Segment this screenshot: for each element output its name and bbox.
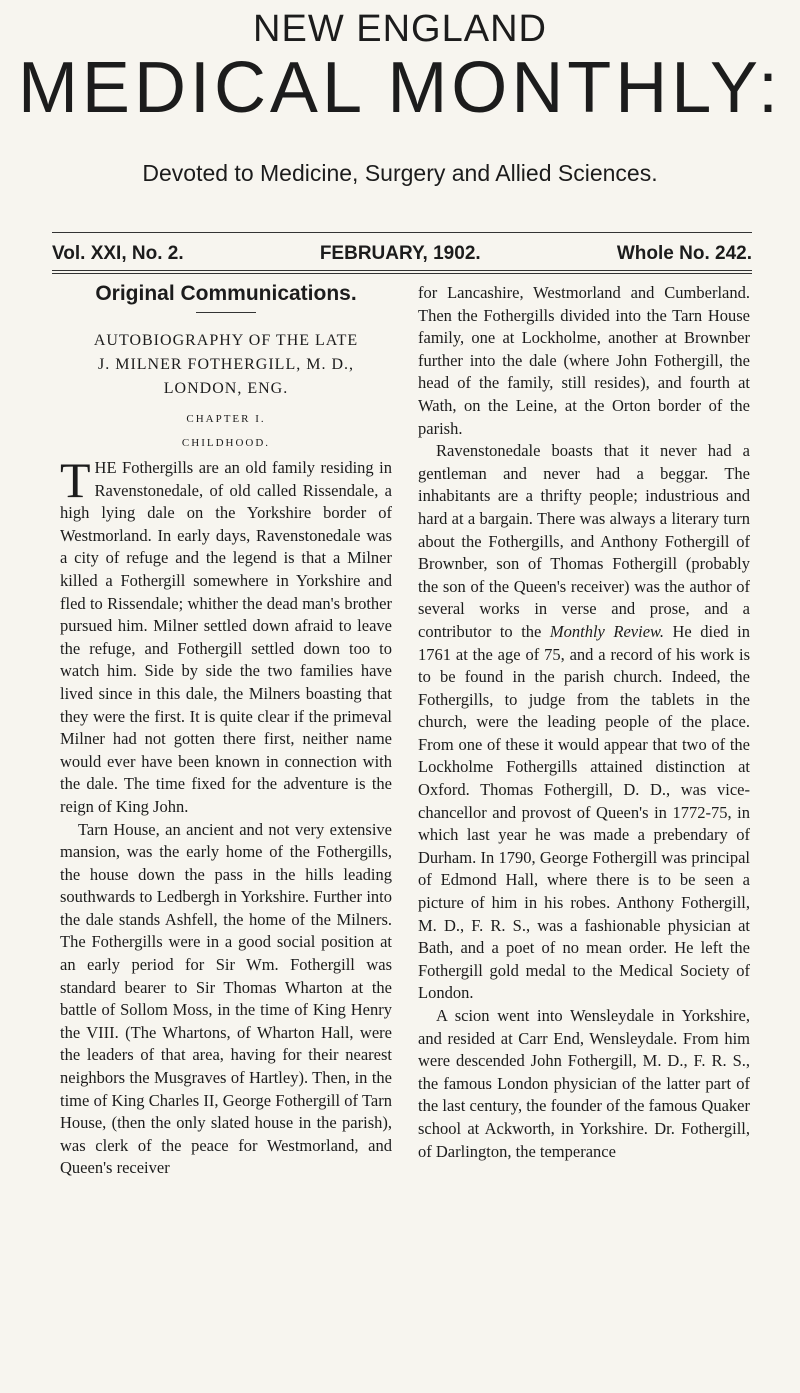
paragraph-4-text: Ravenstonedale boasts that it never had a gentleman and never had a beggar. The inhabitants are a thrifty people; industrious and hard at a bargain. There was always a literary turn about the Fothergills, and Anthony Fothergill of Brownber, son of Thomas Fothergill (probably the son of the Queen's receiver) was the author of several works in verse and prose, and a contributor to the xyxy=(418,441,750,641)
masthead-title: MEDICAL MONTHLY: xyxy=(17,48,783,128)
issue-whole-number: Whole No. 242. xyxy=(616,243,752,264)
drop-cap: T xyxy=(60,452,91,508)
paragraph-1 xyxy=(60,452,392,819)
paragraph-2: Tarn House, an ancient and not very extensive mansion, was the early home of the Fothergills, the house down the pass in the hills leading southwards to Ledbergh in Yorkshire. Further into the dale stands Ashfell, the home of the Milners. The Fothergills were in a good social position at an early period for Sir Wm. Fothergill was standard bearer to Sir Thomas Wharton at the battle of Sollom Moss, in the time of King Henry the VIII. (The Whartons, of Wharton Hall, were the leaders of that area, having for their nearest neighbors the Musgraves of Hartley). Then, in the time of King Charles II, George Fothergill of Tarn House, (then the only slated house in the parish), was clerk of the peace for Westmorland, and Queen's receiver xyxy=(60,819,392,1178)
article-title-line2: J. MILNER FOTHERGILL, M. D., xyxy=(98,356,354,373)
paragraph-4-continued: He died in 1761 at the age of 75, and a record of his work is to be found in the parish church. Indeed, the Fothergills, to judge from the tablets in the church, were the leading people of the place. From one of these it would appear that two of the Lockholme Fothergills attained distinction at Oxford. Thomas Fothergill, D. D., was vice-chancellor and provost of Queen's in 1772-75, in which last year he was made a prebendary of Durham. In 1790, George Fothergill was principal of Edmond Hall, where there is to be seen a picture of him in his robes. Anthony Fothergill, M. D., F. R. S., was a fashionable physician at Bath, and a poet of no mean order. He left the Fothergill gold medal to the Medical Society of London. xyxy=(418,621,751,1003)
issue-volume: Vol. XXI, No. 2. xyxy=(52,243,184,264)
issue-rule-lower xyxy=(52,273,752,274)
paragraph-3: for Lancashire, Westmorland and Cumberland. Then the Fothergills divided into the Tarn House family, one at Lockholme, another at Brownber further into the dale (where John Fothergill, the head of the family, still resides), and fourth at Wath, on the Leine, at the Orton border of the parish. xyxy=(418,283,750,438)
section-heading: Original Communications. xyxy=(95,282,357,305)
issue-rule-upper xyxy=(52,270,752,271)
paragraph-5: A scion went into Wensleydale in Yorkshire, and resided at Carr End, Wensleydale. From him were descended John Fothergill, M. D., F. R. S., the famous London physician of the latter part of the last century, the founder of the famous Quaker school at Ackworth, in Yorkshire. Dr. Fothergill, of Darlington, the temperance xyxy=(418,1006,750,1161)
journal-title: Monthly Review. xyxy=(549,621,664,641)
left-column xyxy=(60,282,392,1180)
chapter-subtitle: CHILDHOOD. xyxy=(181,437,271,449)
right-column xyxy=(418,282,750,1163)
paragraph-4 xyxy=(418,440,750,1005)
masthead-tagline: Devoted to Medicine, Surgery and Allied Sciences. xyxy=(142,160,658,186)
issue-date: FEBRUARY, 1902. xyxy=(319,243,481,264)
paragraph-1-text: HE Fothergills are an old family residing in Ravenstonedale, of old called Rissendale, a high lying dale on the Yorkshire border of Westmorland. In early days, Ravenstonedale was a city of refuge and the legend is that a Milner killed a Fothergill somewhere in Yorkshire and fled to Rissendale; whither the dead man's brother pursued him. Milner settled down afraid to leave the refuge, and Fothergill settled down too to watch him. Side by side the two families have lived since in this dale, the Milners boasting that they were the first. It is quite clear if the primeval Milner had not gotten there first, neither name would ever have been known in connection with the dale. The time fixed for the adventure is the reign of King John. xyxy=(60,458,392,816)
article-title-line3: LONDON, ENG. xyxy=(163,380,289,397)
issue-line xyxy=(52,243,752,265)
article-title-line1: AUTOBIOGRAPHY OF THE LATE xyxy=(93,332,359,349)
section-underline xyxy=(196,312,256,313)
chapter-heading: CHAPTER I. xyxy=(186,413,266,425)
top-rule xyxy=(52,232,752,233)
masthead-line1: NEW ENGLAND xyxy=(253,8,547,50)
